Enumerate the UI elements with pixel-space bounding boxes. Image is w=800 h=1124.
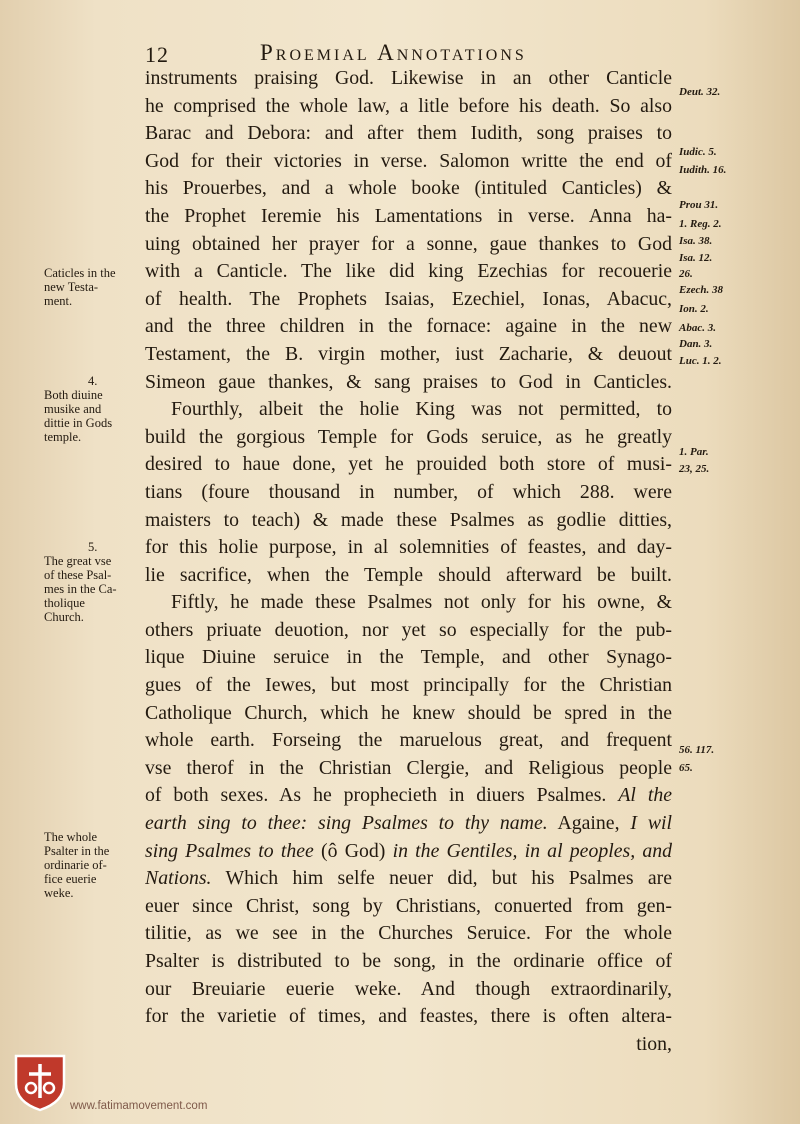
margin-note-line: ordinarie of- bbox=[44, 858, 107, 872]
text-line: build the gorgious Temple for Gods seruice, as he greatly bbox=[145, 425, 672, 448]
text-line: Testament, the B. virgin mother, iust Zacharie, & deuout bbox=[145, 342, 672, 365]
scripture-ref: 1. Par. bbox=[679, 446, 709, 458]
text-line: and the three children in the fornace: againe in the new bbox=[145, 315, 672, 338]
page-number: 12 bbox=[145, 42, 169, 67]
margin-note-line: dittie in Gods bbox=[44, 416, 113, 430]
margin-note-line: The great vse bbox=[44, 554, 112, 568]
page-header bbox=[0, 38, 800, 68]
text-line-mixed bbox=[145, 865, 672, 893]
margin-note-line: musike and bbox=[44, 402, 102, 416]
catchword: tion, bbox=[636, 1032, 672, 1055]
scripture-ref: Deut. 32. bbox=[679, 86, 721, 98]
italic-quote: I wil bbox=[630, 812, 672, 835]
text-line-mixed bbox=[145, 782, 672, 810]
scripture-ref: 56. 117. bbox=[679, 744, 715, 756]
text-line-mixed bbox=[145, 810, 672, 838]
italic-quote: Al the bbox=[618, 784, 672, 807]
text-line: uing obtained her prayer for a sonne, gaue thankes to God bbox=[145, 232, 672, 255]
margin-note-number: 4. bbox=[88, 374, 98, 388]
text-line: tians (foure thousand in number, of which 288. were bbox=[145, 480, 672, 503]
text-line: Simeon gaue thankes, & sang praises to God in Canticles. bbox=[145, 370, 672, 393]
scripture-ref: Prou 31. bbox=[679, 199, 719, 211]
text-line: God for their victories in verse. Salomon writte the end of bbox=[145, 149, 672, 172]
text-line: tilitie, as we see in the Churches Seruice. For the whole bbox=[145, 922, 672, 945]
margin-note-number: 5. bbox=[88, 540, 98, 554]
text-line: Barac and Debora: and after them Iudith, song praises to bbox=[145, 122, 672, 145]
text-line: with a Canticle. The like did king Ezechias for recouerie bbox=[145, 260, 672, 283]
margin-note-line: of these Psal- bbox=[44, 568, 112, 582]
text-line: others priuate deuotion, nor yet so especially for the pub- bbox=[145, 618, 672, 641]
text-segment: (ô God) bbox=[321, 839, 386, 862]
text-line: euer since Christ, song by Christians, conuerted from gen- bbox=[145, 894, 672, 917]
scripture-ref: Isa. 38. bbox=[679, 235, 713, 247]
margin-note-line: Caticles in the bbox=[44, 266, 116, 280]
margin-note-musike bbox=[44, 374, 144, 444]
scripture-ref: 1. Reg. 2. bbox=[679, 218, 722, 230]
scripture-ref: 23, 25. bbox=[679, 463, 710, 475]
scripture-ref: Dan. 3. bbox=[679, 338, 713, 350]
scripture-ref: Luc. 1. 2. bbox=[679, 355, 722, 367]
text-line: of health. The Prophets Isaias, Ezechiel, Ionas, Abacuc, bbox=[145, 287, 672, 310]
margin-note-line: Both diuine bbox=[44, 388, 103, 402]
scripture-ref: Abac. 3. bbox=[679, 322, 716, 334]
text-line: his Prouerbes, and a whole booke (intituled Canticles) & bbox=[145, 177, 672, 200]
margin-note-canticles bbox=[44, 266, 144, 308]
text-segment: of both sexes. As he prophecieth in diuers Psalmes. bbox=[145, 784, 607, 807]
scripture-ref: Iudic. 5. bbox=[679, 146, 717, 158]
italic-quote: sing Psalmes to thee bbox=[145, 839, 314, 862]
text-line: our Breuiarie euerie weke. And though extraordinarily, bbox=[145, 977, 672, 1000]
running-title: Proemial Annotations bbox=[260, 40, 527, 65]
text-segment: Againe, bbox=[557, 812, 620, 835]
scripture-ref: Isa. 12. bbox=[679, 252, 713, 264]
scripture-ref: 65. bbox=[679, 762, 693, 774]
margin-note-line: temple. bbox=[44, 430, 82, 444]
coat-of-arms-logo-icon bbox=[12, 1052, 68, 1112]
text-segment: Which him selfe neuer did, but his Psalmes are bbox=[225, 867, 672, 890]
margin-note-line: tholique bbox=[44, 596, 85, 610]
scripture-ref: 26. bbox=[679, 268, 693, 280]
text-line-indented: Fiftly, he made these Psalmes not only for his owne, & bbox=[171, 591, 672, 614]
text-line: gues of the Iewes, but most principally for the Christian bbox=[145, 674, 672, 697]
text-line: for this holie purpose, in al solemnities of feastes, and day- bbox=[145, 536, 672, 559]
text-line-mixed bbox=[145, 838, 672, 866]
margin-note-line: Psalter in the bbox=[44, 844, 110, 858]
text-line: desired to haue done, yet he prouided both store of musi- bbox=[145, 453, 672, 476]
text-line: for the varietie of times, and feastes, there is often altera- bbox=[145, 1005, 672, 1028]
italic-quote: Nations. bbox=[145, 867, 212, 890]
margin-note-great-use bbox=[44, 540, 144, 624]
scripture-ref: Ezech. 38 bbox=[679, 284, 723, 296]
margin-note-line: Church. bbox=[44, 610, 84, 624]
text-line: he comprised the whole law, a litle before his death. So also bbox=[145, 94, 672, 117]
margin-note-line: The whole bbox=[44, 830, 98, 844]
text-line: instruments praising God. Likewise in an other Canticle bbox=[145, 67, 672, 89]
text-line: Catholique Church, which he knew should be spred in the bbox=[145, 701, 672, 724]
text-line: the Prophet Ieremie his Lamentations in verse. Anna ha- bbox=[145, 204, 672, 227]
watermark-url[interactable]: www.fatimamovement.com bbox=[70, 1100, 208, 1112]
margin-note-line: ment. bbox=[44, 294, 73, 308]
text-line: lie sacrifice, when the Temple should afterward be built. bbox=[145, 563, 672, 586]
text-line: vse therof in the Christian Clergie, and Religious people bbox=[145, 756, 672, 779]
text-line: lique Diuine seruice in the Temple, and other Synago- bbox=[145, 646, 672, 669]
italic-quote: in the Gentiles, in al peoples, and bbox=[392, 839, 672, 862]
body-text bbox=[145, 65, 672, 1058]
margin-note-psalter bbox=[44, 830, 144, 900]
text-line-indented: Fourthly, albeit the holie King was not permitted, to bbox=[171, 398, 672, 421]
margin-note-line: mes in the Ca- bbox=[44, 582, 117, 596]
margin-note-line: fice euerie bbox=[44, 872, 97, 886]
margin-note-line: weke. bbox=[44, 886, 74, 900]
scripture-ref: Ion. 2. bbox=[679, 303, 709, 315]
text-line: maisters to teach) & made these Psalmes as godlie ditties, bbox=[145, 508, 672, 531]
scripture-ref: Iudith. 16. bbox=[679, 164, 727, 176]
text-line: Psalter is distributed to be song, in the ordinarie office of bbox=[145, 950, 672, 972]
margin-note-line: new Testa- bbox=[44, 280, 99, 294]
italic-quote: earth sing to thee: sing Psalmes to thy name. bbox=[145, 812, 548, 835]
text-line: whole earth. Forseing the maruelous great, and frequent bbox=[145, 729, 672, 752]
